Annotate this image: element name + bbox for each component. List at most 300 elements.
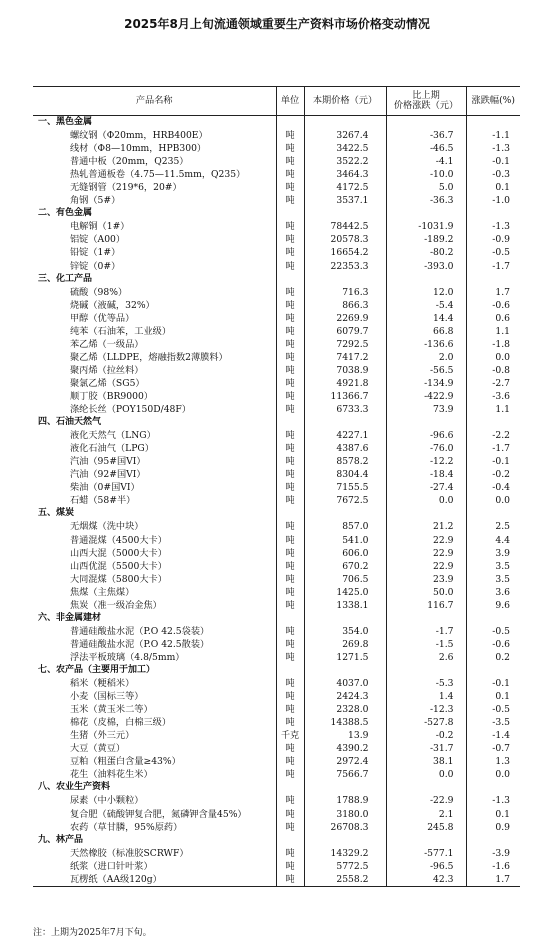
product-name-cell: 硫酸（98%） (70, 286, 128, 298)
empty-cell (276, 207, 304, 220)
table-row (33, 468, 520, 481)
price-cell: 26708.3 (304, 821, 386, 834)
change-cell: 116.7 (386, 599, 466, 612)
change-cell: 2.0 (386, 351, 466, 364)
product-name-cell: 小麦（国标三等） (70, 691, 144, 703)
empty-cell (466, 273, 520, 286)
unit-cell: 吨 (276, 716, 304, 729)
pct-cell: -3.9 (466, 847, 520, 860)
change-cell: -1.7 (386, 625, 466, 638)
unit-cell: 吨 (276, 690, 304, 703)
change-cell: -422.9 (386, 390, 466, 403)
unit-cell: 吨 (276, 246, 304, 259)
change-cell: -96.6 (386, 429, 466, 442)
pct-cell: -0.1 (466, 155, 520, 168)
pct-cell: -0.7 (466, 742, 520, 755)
table-row (33, 142, 520, 155)
product-name-cell: 普通混煤（4500大卡） (70, 534, 167, 546)
empty-cell (276, 273, 304, 286)
header-change-line1: 比上期 (412, 90, 440, 101)
empty-cell (276, 612, 304, 625)
header-price: 本期价格（元） (304, 87, 386, 116)
pct-cell: -1.7 (466, 442, 520, 455)
price-cell: 4390.2 (304, 742, 386, 755)
unit-cell: 吨 (276, 677, 304, 690)
unit-cell: 吨 (276, 455, 304, 468)
price-cell: 7155.5 (304, 481, 386, 494)
product-name-cell: 聚氯乙烯（SG5） (70, 377, 145, 389)
unit-cell: 吨 (276, 847, 304, 860)
product-name-cell: 花生（油料花生米） (70, 769, 153, 781)
table-row (33, 429, 520, 442)
empty-cell (304, 273, 386, 286)
pct-cell: 0.1 (466, 181, 520, 194)
empty-cell (276, 834, 304, 847)
change-cell: 42.3 (386, 873, 466, 887)
price-cell: 14388.5 (304, 716, 386, 729)
change-cell: -4.1 (386, 155, 466, 168)
price-cell: 541.0 (304, 534, 386, 547)
pct-cell: -1.0 (466, 194, 520, 207)
pct-cell: -3.5 (466, 716, 520, 729)
pct-cell: 2.5 (466, 520, 520, 533)
pct-cell: -0.8 (466, 364, 520, 377)
product-name-cell: 铅锭（1#） (70, 247, 121, 259)
unit-cell: 吨 (276, 651, 304, 664)
empty-cell (466, 834, 520, 847)
pct-cell: 0.1 (466, 807, 520, 820)
empty-cell (466, 416, 520, 429)
price-cell: 4387.6 (304, 442, 386, 455)
table-row (33, 168, 520, 181)
table-row (33, 155, 520, 168)
table-row (33, 599, 520, 612)
table-row (33, 651, 520, 664)
table-row (33, 246, 520, 259)
unit-cell: 吨 (276, 755, 304, 768)
unit-cell: 吨 (276, 403, 304, 416)
table-row (33, 494, 520, 507)
change-cell: -577.1 (386, 847, 466, 860)
category-row (33, 612, 520, 625)
product-name-cell: 无缝钢管（219*6，20#） (70, 182, 182, 194)
table-row (33, 364, 520, 377)
table-row (33, 729, 520, 742)
table-row (33, 534, 520, 547)
change-cell: 23.9 (386, 573, 466, 586)
category-row (33, 664, 520, 677)
empty-cell (386, 507, 466, 520)
price-cell: 5772.5 (304, 860, 386, 873)
table-row (33, 755, 520, 768)
table-row (33, 325, 520, 338)
price-cell: 11366.7 (304, 390, 386, 403)
table-row (33, 220, 520, 233)
empty-cell (304, 834, 386, 847)
empty-cell (304, 781, 386, 794)
unit-cell: 吨 (276, 390, 304, 403)
category-row (33, 116, 520, 130)
change-cell: 14.4 (386, 312, 466, 325)
table-row (33, 260, 520, 273)
change-cell: -136.6 (386, 338, 466, 351)
product-name-cell: 角钢（5#） (70, 195, 121, 207)
pct-cell: 1.1 (466, 403, 520, 416)
change-cell: -5.3 (386, 677, 466, 690)
price-cell: 866.3 (304, 299, 386, 312)
empty-cell (304, 416, 386, 429)
price-cell: 3267.4 (304, 129, 386, 142)
pct-cell: 0.0 (466, 351, 520, 364)
header-product-name: 产品名称 (33, 87, 276, 116)
change-cell: -12.3 (386, 703, 466, 716)
price-cell: 8578.2 (304, 455, 386, 468)
product-name-cell: 棉花（皮棉，白棉三级） (70, 717, 172, 729)
price-cell: 4921.8 (304, 377, 386, 390)
empty-cell (466, 612, 520, 625)
table-row (33, 742, 520, 755)
header-change (386, 87, 466, 116)
price-cell: 20578.3 (304, 233, 386, 246)
unit-cell: 吨 (276, 821, 304, 834)
product-name-cell: 线材（Φ8—10mm，HPB300） (70, 143, 207, 155)
pct-cell: 1.7 (466, 286, 520, 299)
product-name-cell: 电解铜（1#） (70, 221, 130, 233)
empty-cell (386, 834, 466, 847)
unit-cell: 吨 (276, 351, 304, 364)
unit-cell: 吨 (276, 794, 304, 807)
change-cell: -527.8 (386, 716, 466, 729)
table-row (33, 312, 520, 325)
category-title: 二、有色金属 (38, 208, 93, 219)
product-name-cell: 聚乙烯（LLDPE，熔融指数2薄膜料） (70, 351, 228, 363)
category-title: 六、非金属建材 (38, 612, 102, 623)
unit-cell: 吨 (276, 181, 304, 194)
category-row (33, 781, 520, 794)
price-cell: 354.0 (304, 625, 386, 638)
table-row (33, 625, 520, 638)
product-name-cell: 浮法平板玻璃（4.8/5mm） (70, 651, 185, 663)
category-title: 七、农产品（主要用于加工） (38, 664, 156, 675)
table-row (33, 638, 520, 651)
change-cell: -31.7 (386, 742, 466, 755)
table-row (33, 677, 520, 690)
pct-cell: 0.9 (466, 821, 520, 834)
empty-cell (276, 416, 304, 429)
category-row (33, 273, 520, 286)
table-row (33, 807, 520, 820)
product-name-cell: 顺丁胶（BR9000） (70, 391, 153, 402)
price-cell: 606.0 (304, 547, 386, 560)
empty-cell (386, 207, 466, 220)
unit-cell: 吨 (276, 873, 304, 887)
price-cell: 706.5 (304, 573, 386, 586)
pct-cell: -0.1 (466, 677, 520, 690)
change-cell: -27.4 (386, 481, 466, 494)
price-cell: 1271.5 (304, 651, 386, 664)
unit-cell: 吨 (276, 325, 304, 338)
empty-cell (304, 612, 386, 625)
unit-cell: 吨 (276, 168, 304, 181)
pct-cell: -1.4 (466, 729, 520, 742)
change-cell: 38.1 (386, 755, 466, 768)
change-cell: 0.0 (386, 494, 466, 507)
pct-cell: -0.5 (466, 625, 520, 638)
category-title: 九、林产品 (38, 834, 84, 845)
pct-cell: -0.3 (466, 168, 520, 181)
category-row (33, 416, 520, 429)
pct-cell: -1.6 (466, 860, 520, 873)
unit-cell: 吨 (276, 286, 304, 299)
change-cell: 21.2 (386, 520, 466, 533)
unit-cell: 吨 (276, 560, 304, 573)
pct-cell: 0.2 (466, 651, 520, 664)
unit-cell: 吨 (276, 599, 304, 612)
table-row (33, 586, 520, 599)
table-row (33, 299, 520, 312)
pct-cell: -1.1 (466, 129, 520, 142)
pct-cell: -0.6 (466, 299, 520, 312)
pct-cell: -0.5 (466, 246, 520, 259)
product-name-cell: 生猪（外三元） (70, 730, 135, 742)
unit-cell: 吨 (276, 481, 304, 494)
table-row (33, 703, 520, 716)
table-row (33, 481, 520, 494)
unit-cell: 吨 (276, 155, 304, 168)
table-row (33, 194, 520, 207)
product-name-cell: 山西大混（5000大卡） (70, 547, 167, 559)
pct-cell: 0.0 (466, 494, 520, 507)
unit-cell: 吨 (276, 547, 304, 560)
change-cell: -393.0 (386, 260, 466, 273)
unit-cell: 吨 (276, 494, 304, 507)
pct-cell: 9.6 (466, 599, 520, 612)
change-cell: 5.0 (386, 181, 466, 194)
pct-cell: -0.4 (466, 481, 520, 494)
price-cell: 3422.5 (304, 142, 386, 155)
table-row (33, 547, 520, 560)
pct-cell: -1.3 (466, 794, 520, 807)
price-cell: 4227.1 (304, 429, 386, 442)
empty-cell (276, 781, 304, 794)
change-cell: -0.2 (386, 729, 466, 742)
product-name-cell: 热轧普通板卷（4.75—11.5mm，Q235） (70, 169, 246, 181)
pct-cell: 1.1 (466, 325, 520, 338)
price-cell: 2328.0 (304, 703, 386, 716)
pct-cell: 0.0 (466, 768, 520, 781)
pct-cell: -2.7 (466, 377, 520, 390)
price-cell: 4172.5 (304, 181, 386, 194)
change-cell: -5.4 (386, 299, 466, 312)
unit-cell: 吨 (276, 807, 304, 820)
product-name-cell: 螺纹钢（Φ20mm，HRB400E） (70, 130, 208, 142)
product-name-cell: 汽油（92#国VI） (70, 469, 146, 481)
table-row (33, 768, 520, 781)
price-cell: 16654.2 (304, 246, 386, 259)
pct-cell: 1.3 (466, 755, 520, 768)
price-cell: 2269.9 (304, 312, 386, 325)
change-cell: -189.2 (386, 233, 466, 246)
product-name-cell: 稻米（粳稻米） (70, 678, 135, 690)
unit-cell: 吨 (276, 260, 304, 273)
unit-cell: 吨 (276, 520, 304, 533)
unit-cell: 吨 (276, 860, 304, 873)
unit-cell: 吨 (276, 129, 304, 142)
empty-cell (276, 507, 304, 520)
change-cell: 2.6 (386, 651, 466, 664)
pct-cell: 3.6 (466, 586, 520, 599)
empty-cell (386, 664, 466, 677)
price-cell: 1338.1 (304, 599, 386, 612)
price-cell: 1788.9 (304, 794, 386, 807)
pct-cell: 3.5 (466, 573, 520, 586)
empty-cell (466, 507, 520, 520)
table-row (33, 560, 520, 573)
table-row (33, 847, 520, 860)
price-cell: 670.2 (304, 560, 386, 573)
price-cell: 3180.0 (304, 807, 386, 820)
price-cell: 7566.7 (304, 768, 386, 781)
product-name-cell: 烧碱（液碱，32%） (70, 299, 155, 311)
change-cell: -36.7 (386, 129, 466, 142)
product-name-cell: 大豆（黄豆） (70, 743, 126, 755)
table-row (33, 690, 520, 703)
header-pct: 涨跌幅(%) (466, 87, 520, 116)
price-cell: 2558.2 (304, 873, 386, 887)
unit-cell: 吨 (276, 442, 304, 455)
price-cell: 857.0 (304, 520, 386, 533)
price-cell: 7417.2 (304, 351, 386, 364)
product-name-cell: 铝锭（A00） (70, 234, 126, 246)
empty-cell (386, 612, 466, 625)
pct-cell: -3.6 (466, 390, 520, 403)
price-cell: 2424.3 (304, 690, 386, 703)
product-name-cell: 石蜡（58#半） (70, 495, 136, 507)
change-cell: -10.0 (386, 168, 466, 181)
empty-cell (466, 781, 520, 794)
price-cell: 716.3 (304, 286, 386, 299)
price-cell: 3522.2 (304, 155, 386, 168)
pct-cell: -1.3 (466, 142, 520, 155)
pct-cell: -1.7 (466, 260, 520, 273)
pct-cell: -1.8 (466, 338, 520, 351)
change-cell: -18.4 (386, 468, 466, 481)
pct-cell: -0.6 (466, 638, 520, 651)
unit-cell: 吨 (276, 468, 304, 481)
table-row (33, 573, 520, 586)
pct-cell: 3.5 (466, 560, 520, 573)
change-cell: -12.2 (386, 455, 466, 468)
pct-cell: 1.7 (466, 873, 520, 887)
table-row (33, 794, 520, 807)
change-cell: -1031.9 (386, 220, 466, 233)
product-name-cell: 柴油（0#国VI） (70, 482, 140, 494)
product-name-cell: 焦炭（准一级冶金焦） (70, 599, 162, 611)
change-cell: -22.9 (386, 794, 466, 807)
table-row (33, 873, 520, 887)
change-cell: -76.0 (386, 442, 466, 455)
unit-cell: 吨 (276, 586, 304, 599)
product-name-cell: 焦煤（主焦煤） (70, 586, 135, 598)
product-name-cell: 苯乙烯（一级品） (70, 338, 144, 350)
empty-cell (386, 273, 466, 286)
change-cell: 22.9 (386, 534, 466, 547)
empty-cell (304, 507, 386, 520)
change-cell: 73.9 (386, 403, 466, 416)
price-table (33, 86, 520, 887)
change-cell: -36.3 (386, 194, 466, 207)
price-cell: 78442.5 (304, 220, 386, 233)
unit-cell: 吨 (276, 299, 304, 312)
product-name-cell: 液化石油气（LPG） (70, 443, 154, 455)
product-name-cell: 锌锭（0#） (70, 260, 121, 272)
unit-cell: 吨 (276, 768, 304, 781)
pct-cell: -0.1 (466, 455, 520, 468)
change-cell: 22.9 (386, 560, 466, 573)
unit-cell: 吨 (276, 742, 304, 755)
empty-cell (276, 116, 304, 130)
price-cell: 1425.0 (304, 586, 386, 599)
product-name-cell: 大同混煤（5800大卡） (70, 573, 167, 585)
price-cell: 3464.3 (304, 168, 386, 181)
product-name-cell: 农药（草甘膦，95%原药） (70, 821, 183, 833)
table-row (33, 129, 520, 142)
product-name-cell: 涤纶长丝（POY150D/48F） (70, 404, 191, 416)
table-row (33, 860, 520, 873)
table-body (33, 116, 520, 887)
price-cell: 6079.7 (304, 325, 386, 338)
empty-cell (304, 207, 386, 220)
unit-cell: 吨 (276, 233, 304, 246)
header-unit: 单位 (276, 87, 304, 116)
change-cell: 2.1 (386, 807, 466, 820)
unit-cell: 吨 (276, 142, 304, 155)
table-row (33, 716, 520, 729)
change-cell: -96.5 (386, 860, 466, 873)
empty-cell (304, 116, 386, 130)
product-name-cell: 复合肥（硫酸钾复合肥，氮磷钾含量45%） (70, 808, 247, 820)
table-row (33, 821, 520, 834)
pct-cell: -0.9 (466, 233, 520, 246)
unit-cell: 吨 (276, 573, 304, 586)
unit-cell: 吨 (276, 638, 304, 651)
table-row (33, 181, 520, 194)
table-row (33, 338, 520, 351)
price-cell: 3537.1 (304, 194, 386, 207)
empty-cell (466, 664, 520, 677)
pct-cell: -1.3 (466, 220, 520, 233)
product-name-cell: 普通硅酸盐水泥（P.O 42.5袋装） (70, 625, 210, 637)
pct-cell: -0.2 (466, 468, 520, 481)
unit-cell: 吨 (276, 194, 304, 207)
price-cell: 269.8 (304, 638, 386, 651)
unit-cell: 吨 (276, 703, 304, 716)
empty-cell (386, 116, 466, 130)
product-name-cell: 山西优混（5500大卡） (70, 560, 167, 572)
pct-cell: -2.2 (466, 429, 520, 442)
change-cell: -134.9 (386, 377, 466, 390)
header-change-line2: 价格涨跌（元） (393, 100, 459, 111)
product-name-cell: 瓦楞纸（AA级120g） (70, 873, 162, 885)
price-cell: 4037.0 (304, 677, 386, 690)
category-row (33, 207, 520, 220)
category-title: 八、农业生产资料 (38, 782, 111, 793)
table-row (33, 233, 520, 246)
product-name-cell: 普通硅酸盐水泥（P.O 42.5散装） (70, 638, 210, 650)
product-name-cell: 汽油（95#国VI） (70, 456, 146, 468)
empty-cell (466, 116, 520, 130)
unit-cell: 吨 (276, 220, 304, 233)
